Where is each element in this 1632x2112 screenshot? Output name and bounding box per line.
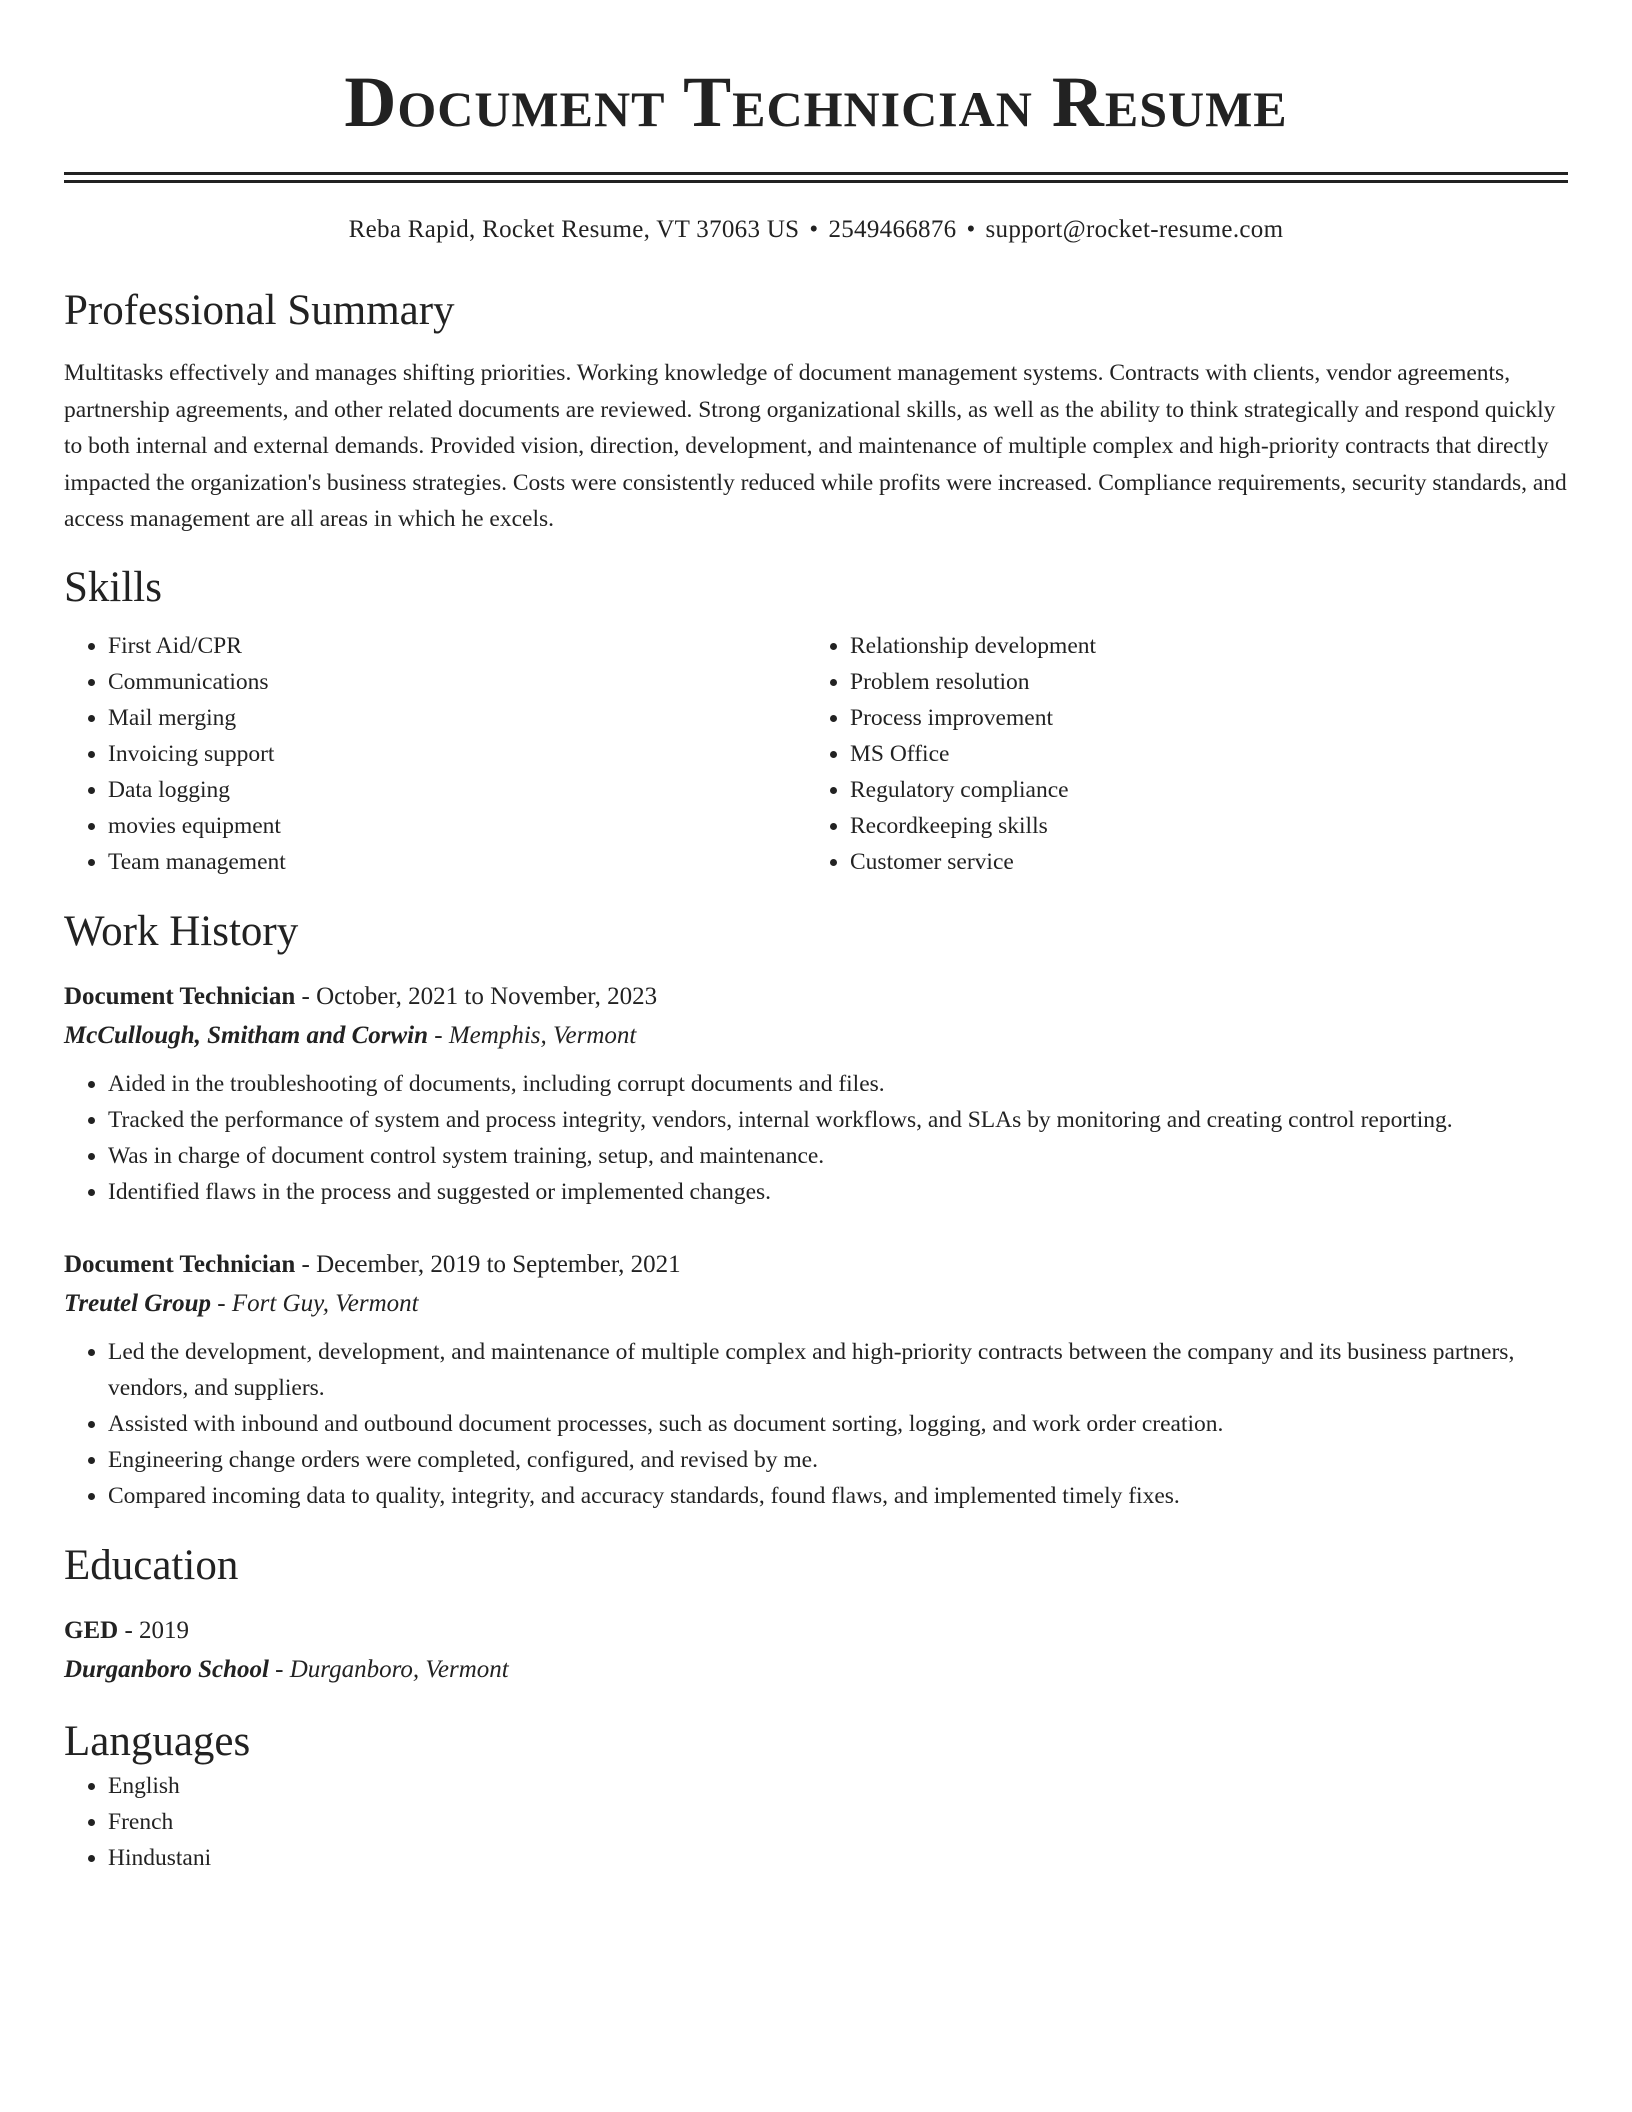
contact-address: Reba Rapid, Rocket Resume, VT 37063 US [348,216,800,243]
education-entry [64,1612,1568,1690]
job-bullets [64,1334,1568,1514]
skill-item: • Communications [108,664,806,700]
education-school-line [64,1650,1568,1690]
education-year: - 2019 [118,1616,190,1644]
skill-item: • Customer service [850,844,1548,880]
skill-item: • Mail merging [108,700,806,736]
job-title: Document Technician [64,1250,296,1278]
language-item: • English [108,1768,1568,1804]
contact-email: support@rocket-resume.com [985,216,1284,243]
job-company-line [64,1284,1568,1324]
resume-title: Document Technician Resume [344,62,1288,142]
job-entry [64,1246,1568,1514]
job-title: Document Technician [64,982,296,1010]
job-bullet: • Engineering change orders were completed, configured, and revised by me. [108,1442,1568,1478]
skill-item: • Recordkeeping skills [850,808,1548,844]
job-dates: - December, 2019 to September, 2021 [295,1250,681,1278]
education-school: Durganboro School [64,1655,269,1683]
summary-text: Multitasks effectively and manages shifting priorities. Working knowledge of document management systems. Contracts with clients, vendor agreements, partnership agreements, and other related documents are reviewed. Strong organizational skills, as well as the ability to think strategically and respond quickly to both internal and external demands. Provided vision, direction, development, and maintenance of multiple complex and high-priority contracts that directly impacted the organization's business strategies. Costs were consistently reduced while profits were increased. Compliance requirements, security standards, and access management are all areas in which he excels. [64,360,1567,532]
job-bullet: • Led the development, development, and maintenance of multiple complex and high-priority contracts between the company and its business partners, vendors, and suppliers. [108,1334,1568,1406]
language-item: • Hindustani [108,1840,1568,1876]
job-company-line [64,1016,1568,1056]
job-bullet: • Tracked the performance of system and process integrity, vendors, internal workflows, and SLAs by monitoring and creating control reporting. [108,1102,1568,1138]
skills-column-right [806,628,1548,880]
job-bullet: • Was in charge of document control system training, setup, and maintenance. [108,1138,1568,1174]
job-location: - Fort Guy, Vermont [211,1289,419,1317]
job-bullet: • Assisted with inbound and outbound document processes, such as document sorting, logging, and work order creation. [108,1406,1568,1442]
job-bullet: • Identified flaws in the process and suggested or implemented changes. [108,1174,1568,1210]
education-heading: Education [64,1541,239,1589]
education-location: - Durganboro, Vermont [268,1655,509,1683]
job-company: McCullough, Smitham and Corwin [64,1021,429,1049]
languages-list [64,1768,1568,1876]
job-title-line [64,1246,1568,1284]
skill-item: • Invoicing support [108,736,806,772]
job-company: Treutel Group [64,1289,211,1317]
job-bullet: • Aided in the troubleshooting of documents, including corrupt documents and files. [108,1066,1568,1102]
summary-heading: Professional Summary [64,287,455,334]
contact-separator: • [966,216,976,243]
skill-item: • Team management [108,844,806,880]
skill-item: • Process improvement [850,700,1548,736]
skill-item: • First Aid/CPR [108,628,806,664]
skills-column-left [64,628,806,880]
work-history-heading: Work History [64,907,299,955]
skill-item: • Relationship development [850,628,1548,664]
skill-item: • Problem resolution [850,664,1548,700]
education-degree: GED [64,1616,119,1644]
job-entry [64,978,1568,1210]
skill-item: • MS Office [850,736,1548,772]
job-dates: - October, 2021 to November, 2023 [295,982,658,1010]
contact-separator: • [809,216,819,243]
job-title-line [64,978,1568,1016]
skills-heading: Skills [64,563,162,611]
skill-item: • movies equipment [108,808,806,844]
languages-heading: Languages [64,1717,251,1765]
skill-item: • Data logging [108,772,806,808]
title-divider [64,172,1568,183]
skill-item: • Regulatory compliance [850,772,1548,808]
job-bullet: • Compared incoming data to quality, integrity, and accuracy standards, found flaws, and implemented timely fixes. [108,1478,1568,1514]
job-bullets [64,1066,1568,1210]
job-location: - Memphis, Vermont [428,1021,637,1049]
contact-line [64,213,1568,247]
skills-list [64,628,1568,880]
education-degree-line [64,1612,1568,1650]
language-item: • French [108,1804,1568,1840]
contact-phone: 2549466876 [828,216,957,243]
